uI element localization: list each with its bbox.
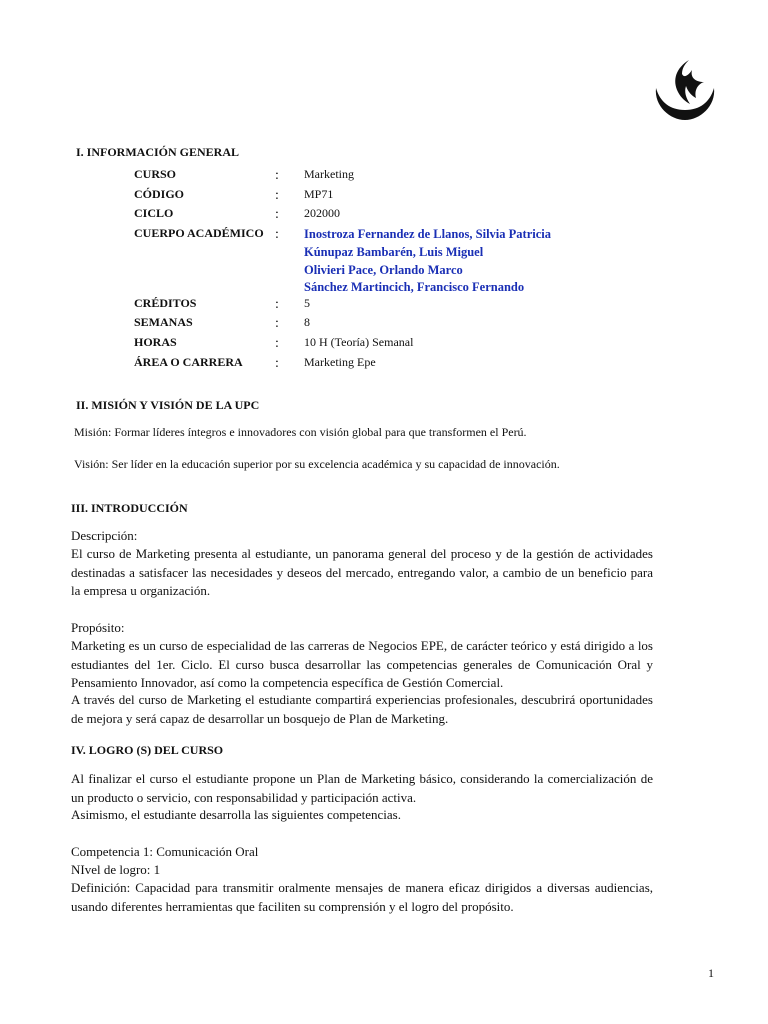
descripcion-label: Descripción:: [71, 528, 138, 543]
vision-text: Visión: Ser líder en la educación superior por su excelencia académica y su capacidad de innovación.: [74, 457, 560, 471]
section-title-informacion-general: I. INFORMACIÓN GENERAL: [76, 145, 240, 159]
label-cuerpo-academico: CUERPO ACADÉMICO: [134, 226, 264, 240]
value-horas: 10 H (Teoría) Semanal: [304, 335, 414, 349]
value-codigo: MP71: [304, 187, 334, 201]
colon: :: [275, 188, 279, 203]
label-horas: HORAS: [134, 335, 177, 349]
label-codigo: CÓDIGO: [134, 187, 185, 201]
logro-text-1: Al finalizar el curso el estudiante propone un Plan de Marketing básico, considerando la comercialización de un producto o servicio, con responsabilidad y participación activa.: [71, 771, 653, 805]
proposito-label: Propósito:: [71, 620, 125, 635]
value-semanas: 8: [304, 315, 310, 329]
proposito-text-2: A través del curso de Marketing el estudiante compartirá experiencias profesionales, descubrirá oportunidades de mejora y será capaz de desarrollar un bosquejo de Plan de Marketing.: [71, 692, 653, 726]
value-docente-3: Olivieri Pace, Orlando Marco: [304, 263, 463, 277]
value-curso: Marketing: [304, 167, 354, 181]
label-curso: CURSO: [134, 167, 177, 181]
value-area-carrera: Marketing Epe: [304, 355, 376, 369]
colon: :: [275, 316, 279, 331]
value-ciclo: 202000: [304, 206, 340, 220]
section-title-introduccion: III. INTRODUCCIÓN: [71, 501, 188, 515]
page-number: 1: [708, 966, 714, 980]
descripcion-text: El curso de Marketing presenta al estudiante, un panorama general del proceso y de la gestión de actividades destinadas a satisfacer las necesidades y deseos del mercado, entregando valor, a cambio de un beneficio para la empresa u organización.: [71, 546, 653, 598]
section-title-mision-vision: II. MISIÓN Y VISIÓN DE LA UPC: [76, 398, 260, 412]
colon: :: [275, 356, 279, 371]
competencia-text: Competencia 1: Comunicación Oral: [71, 844, 259, 859]
label-semanas: SEMANAS: [134, 315, 193, 329]
label-ciclo: CICLO: [134, 206, 174, 220]
value-creditos: 5: [304, 296, 310, 310]
proposito-text-1: Marketing es un curso de especialidad de las carreras de Negocios EPE, de carácter teórico y está dirigido a los estudiantes del 1er. Ciclo. El curso busca desarrollar las competencias generales de Comunicación Oral y Pensamiento Innovador, así como la competencia específica de Gestión Comercial.: [71, 638, 653, 690]
logro-text-2: Asimismo, el estudiante desarrolla las siguientes competencias.: [71, 807, 401, 822]
colon: :: [275, 336, 279, 351]
nivel-logro-text: NIvel de logro: 1: [71, 862, 161, 877]
definicion-text: Definición: Capacidad para transmitir oralmente mensajes de manera eficaz dirigidos a diversas audiencias, usando diferentes herramientas que faciliten su comprensión y el logro del propósito.: [71, 880, 653, 914]
label-creditos: CRÉDITOS: [134, 296, 197, 310]
value-docente-4: Sánchez Martincich, Francisco Fernando: [304, 280, 525, 294]
value-docente-2: Kúnupaz Bambarén, Luis Miguel: [304, 245, 484, 259]
upc-flame-logo-icon: [650, 58, 720, 122]
colon: :: [275, 168, 279, 183]
value-docente-1: Inostroza Fernandez de Llanos, Silvia Patricia: [304, 227, 551, 241]
colon: :: [275, 207, 279, 222]
mision-text: Misión: Formar líderes íntegros e innovadores con visión global para que transformen el Perú.: [74, 425, 527, 439]
label-area-carrera: ÁREA O CARRERA: [134, 355, 243, 369]
section-title-logros: IV. LOGRO (S) DEL CURSO: [71, 743, 224, 757]
colon: :: [275, 297, 279, 312]
colon: :: [275, 227, 279, 242]
